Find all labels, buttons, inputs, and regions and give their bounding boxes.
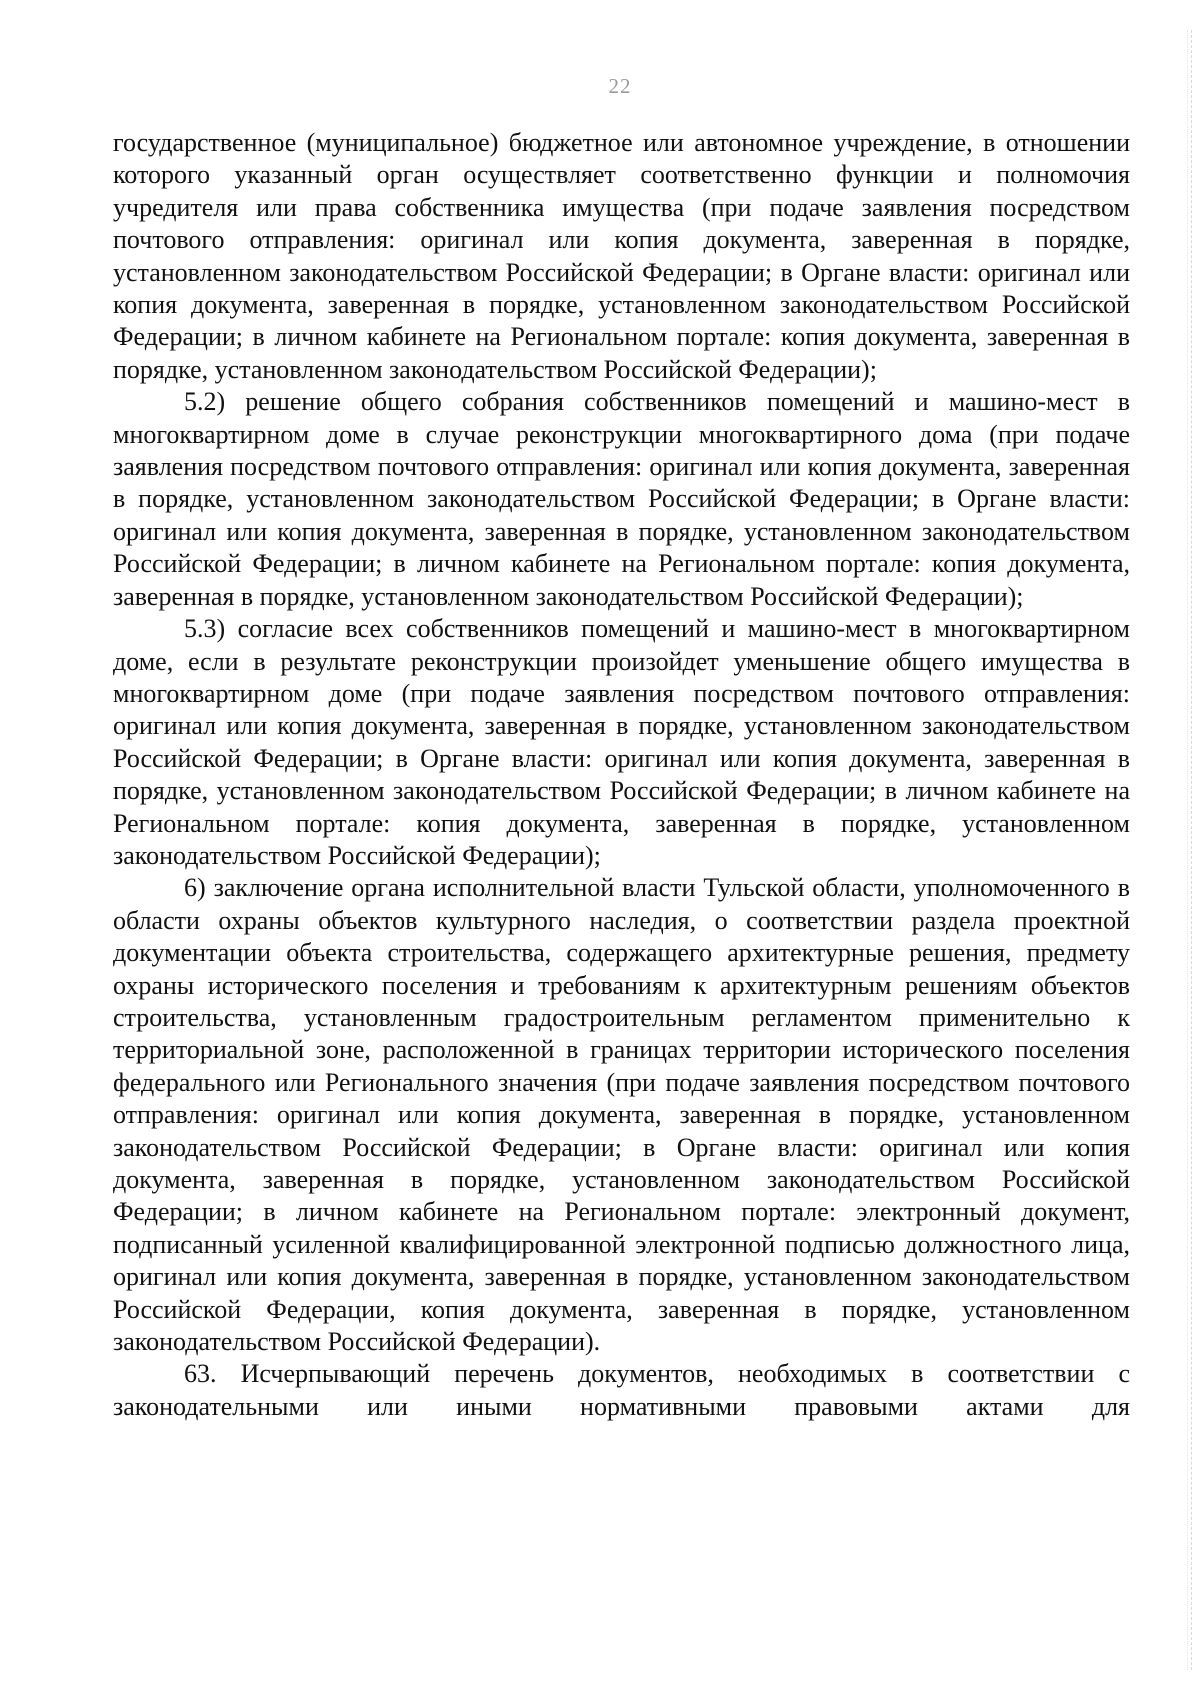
paragraph-continuation: государственное (муниципальное) бюджетное или автономное учреждение, в отношении которого указанный орган осуществляет соответственно функции и полномочия учредителя или права собственника имущества (при подаче заявления посредством почтового отправления: оригинал или копия документа, заверенная в порядке, установленном законодательством Российской Федерации; в Органе власти: оригинал или копия документа, заверенная в порядке, установленном законодательством Российской Федерации; в личном кабинете на Региональном портале: копия документа, заверенная в порядке, установленном законодательством Российской Федерации); [113, 128, 1130, 384]
paragraph-5-2: 5.2) решение общего собрания собственников помещений и машино-мест в многоквартирном доме в случае реконструкции многоквартирного дома (при подаче заявления посредством почтового отправления: оригинал или копия документа, заверенная в порядке, установленном законодательством Российской Федерации; в Органе власти: оригинал или копия документа, заверенная в порядке, установленном законодательством Российской Федерации; в личном кабинете на Региональном портале: копия документа, заверенная в порядке, установленном законодательством Российской Федерации); [113, 387, 1130, 611]
page-number: 22 [608, 74, 632, 98]
paragraph-5-3: 5.3) согласие всех собственников помещений и машино-мест в многоквартирном доме, если в результате реконструкции произойдет уменьшение общего имущества в многоквартирном доме (при подаче заявления посредством почтового отправления: оригинал или копия документа, заверенная в порядке, установленном законодательством Российской Федерации; в Органе власти: оригинал или копия документа, заверенная в порядке, установленном законодательством Российской Федерации; в личном кабинете на Региональном портале: копия документа, заверенная в порядке, установленном законодательством Российской Федерации); [113, 614, 1130, 870]
document-body [113, 127, 1130, 1423]
paragraph-6: 6) заключение органа исполнительной власти Тульской области, уполномоченного в области охраны объектов культурного наследия, о соответствии раздела проектной документации объекта строительства, содержащего архитектурные решения, предмету охраны исторического поселения и требованиям к архитектурным решениям объектов строительства, установленным градостроительным регламентом применительно к территориальной зоне, расположенной в границах территории исторического поселения федерального или Регионального значения (при подаче заявления посредством почтового отправления: оригинал или копия документа, заверенная в порядке, установленном законодательством Российской Федерации; в Органе власти: оригинал или копия документа, заверенная в порядке, установленном законодательством Российской Федерации; в личном кабинете на Региональном портале: электронный документ, подписанный усиленной квалифицированной электронной подписью должностного лица, оригинал или копия документа, заверенная в порядке, установленном законодательством Российской Федерации, копия документа, заверенная в порядке, установленном законодательством Российской Федерации). [113, 873, 1130, 1357]
scan-edge-line-inner [1187, 30, 1188, 1670]
paragraph-63: 63. Исчерпывающий перечень документов, необходимых в соответствии с законодательными или иными нормативными правовыми актами для [113, 1359, 1130, 1421]
scan-edge-line [1191, 30, 1192, 1670]
